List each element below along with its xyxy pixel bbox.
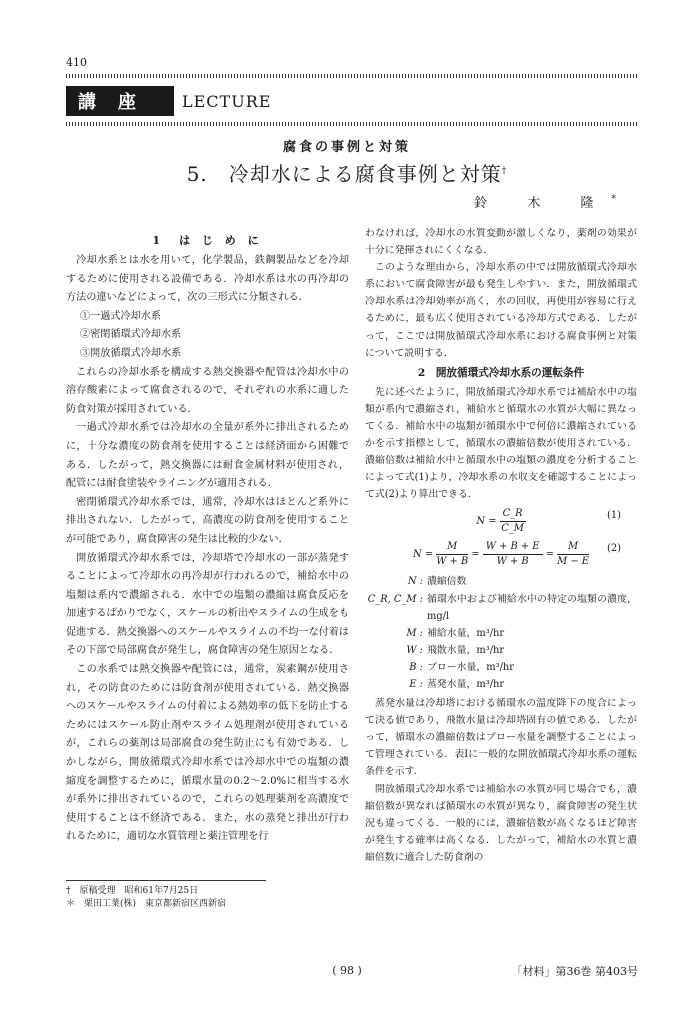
paragraph: 冷却水系とは水を用いて，化学製品，鉄鋼製品などを冷却するために使用される設備である．冷却水系は水の再冷却の方法の違いなどによって，次の三形式に分類される． [66, 255, 349, 304]
paragraph: 先に述べたように，開放循環式冷却水系では補給水中の塩類が系内で濃縮され，補給水と循環水の水質が大幅に異なってくる．補給水中の塩類が循環水中で何倍に濃縮されているかを示す指標として，循環水の濃縮倍数が使用されている．濃縮倍数は補給水中と循環水中の塩類の濃度を分析することによって式(1)より，冷却水系の水収支を確認することによって式(2)より算出できる． [365, 386, 637, 501]
footer-journal: 「材料」第36巻 第403号 [511, 965, 638, 978]
paragraph: 開放循環式冷却水系では補給水の水質が同じ場合でも，濃縮倍数が異なれば循環水の水質が異なり，腐食障害の発生状況も違ってくる．一般的には，濃縮倍数が高くなるほど障害が発生する確率は高くなる．したがって，補給水の水質と濃縮倍数に適合した防食剤の [365, 783, 637, 863]
header-rule-bottom [66, 122, 637, 126]
footnote: † 原稿受理 昭和61年7月25日 [66, 886, 199, 896]
section-heading-1: 1 は じ め に [152, 234, 263, 247]
equation-label: (1) [607, 510, 621, 522]
equation-label: (2) [607, 543, 621, 555]
right-column [365, 225, 637, 866]
paragraph: このような理由から，冷却水系の中では開放循環式冷却水系において腐食障害が最も発生しやすい．また，開放循環式冷却水系は冷却効率が高く，水の回収，再使用が容易に行えるために，最も広く使用されている冷却方式である．したがって，ここでは開放循環式冷却水系における腐食事例と対策について説明する． [365, 262, 637, 359]
paragraph: これらの冷却水系を構成する熱交換器や配管は冷却水中の溶存酸素によって腐食されるので，それぞれの水系に適した防食対策が採用されている． [66, 366, 349, 415]
footer-page-number: ( 98 ) [332, 964, 362, 977]
equation-2: N = $\frac{M}{W + B}$ = $\frac{W + B + E}{W + B}$ = $\frac{M}{M - E}$ (2) [413, 541, 621, 568]
paragraph: 開放循環式冷却水系では，冷却塔で冷却水の一部が蒸発することによって冷却水の再冷却が行われるので，補給水中の塩類は系内で濃縮される．水中での塩類の濃縮は腐食反応を加速するばかりでなく，スケールの析出やスライムの生成をも促進する．熱交換器へのスケールやスライムの不均一な付着はその下部で局部腐食が発生し，腐食障害の発生原因となる． [66, 552, 349, 657]
series-title: 腐食の事例と対策 [282, 140, 411, 155]
paragraph: 蒸発水量は冷却塔における循環水の温度降下の度合によって決る値であり，飛散水量は冷却塔固有の値である．したがって，循環水の濃縮倍数はブロー水量を調整することによって管理されている．表Ⅰに一般的な開放循環式冷却水系の運転条件を示す． [365, 698, 637, 778]
article-title: 5. 冷却水による腐食事例と対策† [186, 162, 508, 186]
header-rule-top [66, 74, 637, 78]
footnote: ＊ 栗田工業(株) 東京都新宿区西新宿 [66, 899, 227, 909]
title-mark: † [501, 166, 508, 177]
author: 鈴 木 隆* [474, 194, 616, 211]
section-label: 講 座 [66, 86, 174, 116]
paragraph: 密閉循環式冷却水系では，通常，冷却水はほとんど系外に排出されない．したがって，高濃度の防食剤を使用することが可能であり，腐食障害の発生は比較的少ない． [66, 496, 349, 545]
list-item: ①一過式冷却水系 [80, 310, 161, 322]
symbol-definitions [365, 573, 637, 693]
paragraph: この水系では熱交換器や配管には，通常，炭素鋼が使用され，その防食のためには防食剤が使用されている．熱交換器へのスケールやスライムの付着による熱効率の低下を防止するためにはスケール防止剤やスライム処理剤が使用されているが，これらの薬剤は局部腐食の発生防止にも有効である．しかしながら，開放循環式冷却水系では冷却水中での塩類の濃縮度を調整するために，循環水量の0.2～2.0%に相当する水が系外に排出されているので，これらの処理薬剤を高濃度で使用することは不経済である．また，水の蒸発と排出が行われるために，適切な水質管理と薬注管理を行 [66, 664, 349, 843]
paragraph: わなければ，冷却水の水質変動が激しくなり，薬剤の効果が十分に発揮されにくくなる． [365, 228, 637, 257]
definition-row: W : 飛散水量，m³/hr [406, 644, 505, 656]
list-item: ②密閉循環式冷却水系 [80, 329, 182, 341]
page-number: 410 [66, 56, 87, 69]
author-mark: * [611, 194, 616, 205]
definition-row: M : 補給水量，m³/hr [406, 627, 505, 639]
definition-row: B : ブロー水量，m³/hr [409, 661, 514, 673]
list-item: ③開放循環式冷却水系 [80, 347, 182, 359]
paragraph: 一過式冷却水系では冷却水の全量が系外に排出されるために，十分な濃度の防食剤を使用することは経済面から困難である．したがって，熱交換器には耐食金属材料が使用され，配管には耐食塗装やライニングが適用される． [66, 422, 349, 490]
definition-row: E : 蒸発水量，m³/hr [409, 678, 505, 690]
section-label-en: LECTURE [182, 92, 272, 111]
definition-row: C_R, C_M : 循環水中および補給水中の特定の塩類の濃度，mg/l [367, 593, 637, 622]
footnotes [66, 885, 226, 911]
equation-1: N = $\frac{C\_R}{C\_M}$ (1) [476, 508, 621, 535]
definition-row: N : 濃縮倍数 [407, 576, 467, 588]
left-column [66, 230, 349, 847]
section-heading-2: 2 開放循環式冷却水系の運転条件 [417, 366, 585, 379]
footnote-rule [66, 880, 266, 881]
